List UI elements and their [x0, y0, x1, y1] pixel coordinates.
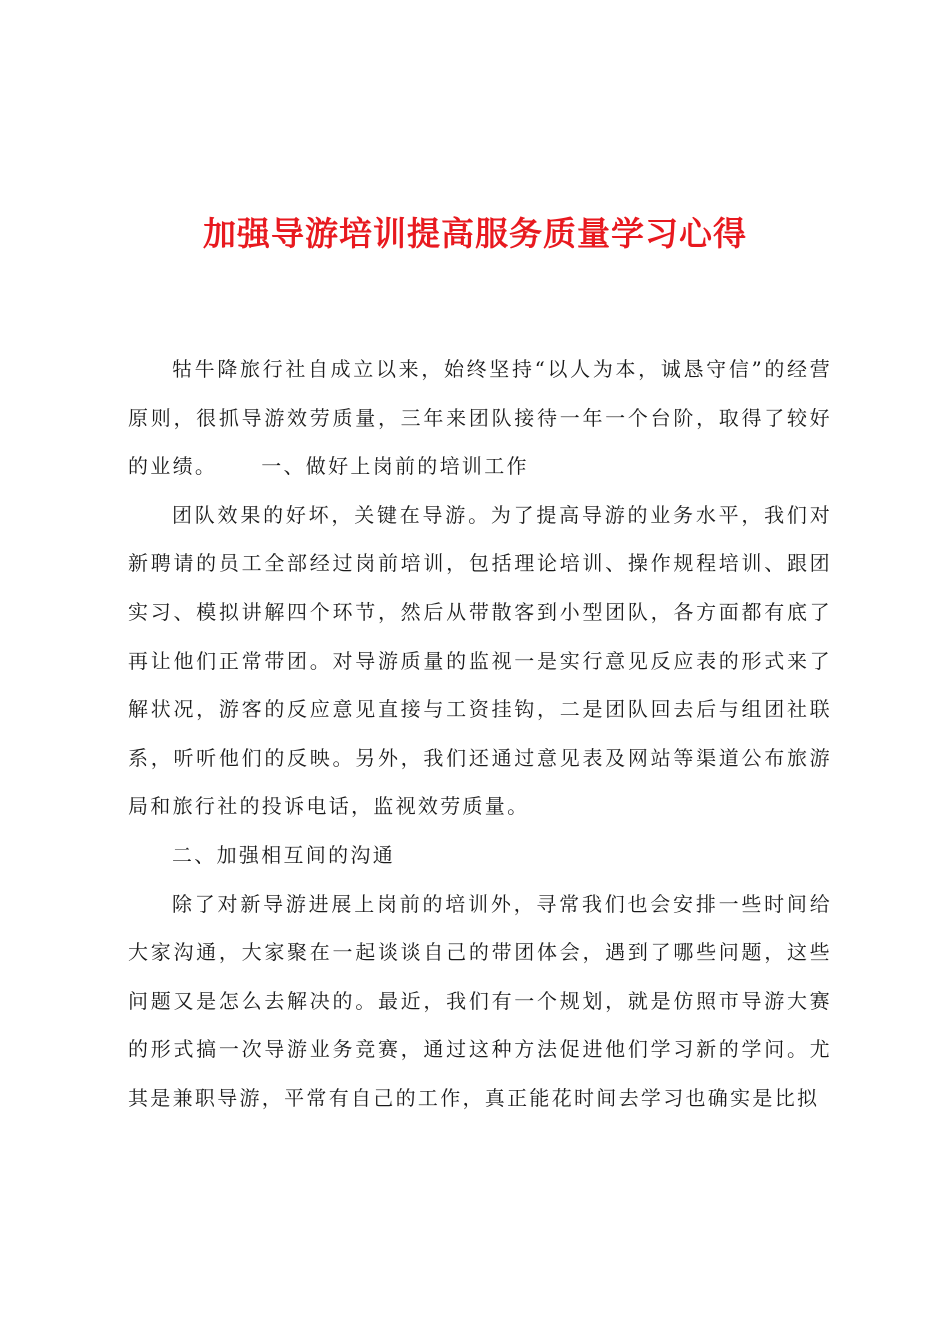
- document-title: 加强导游培训提高服务质量学习心得: [203, 214, 747, 253]
- section1-heading: 一、做好上岗前的培训工作: [261, 454, 529, 479]
- section2-paragraph: 除了对新导游进展上岗前的培训外，寻常我们也会安排一些时间给大家沟通，大家聚在一起谈谈自己的带团体会，遇到了哪些问题，这些问题又是怎么去解决的。最近，我们有一个规划，就是仿照市导游大赛的形式搞一次导游业务竞赛，通过这种方法促进他们学习新的学问。尤其是兼职导游，平常有自己的工作，真正能花时间去学习也确实是比拟: [128, 891, 832, 1110]
- intro-text: 牯牛降旅行社自成立以来，始终坚持“以人为本，诚恳守信”的经营原则，很抓导游效劳质量，三年来团队接待一年一个台阶，取得了较好的业绩。: [128, 357, 832, 479]
- section1-paragraph: 团队效果的好坏，关键在导游。为了提高导游的业务水平，我们对新聘请的员工全部经过岗前培训，包括理论培训、操作规程培训、跟团实习、模拟讲解四个环节，然后从带散客到小型团队，各方面都有底了再让他们正常带团。对导游质量的监视一是实行意见反应表的形式来了解状况，游客的反应意见直接与工资挂钩，二是团队回去后与组团社联系，听听他们的反映。另外，我们还通过意见表及网站等渠道公布旅游局和旅行社的投诉电话，监视效劳质量。: [128, 502, 832, 819]
- section2-heading: 二、加强相互间的沟通: [172, 842, 395, 867]
- intro-paragraph: [128, 345, 832, 491]
- document-body: [128, 345, 832, 1123]
